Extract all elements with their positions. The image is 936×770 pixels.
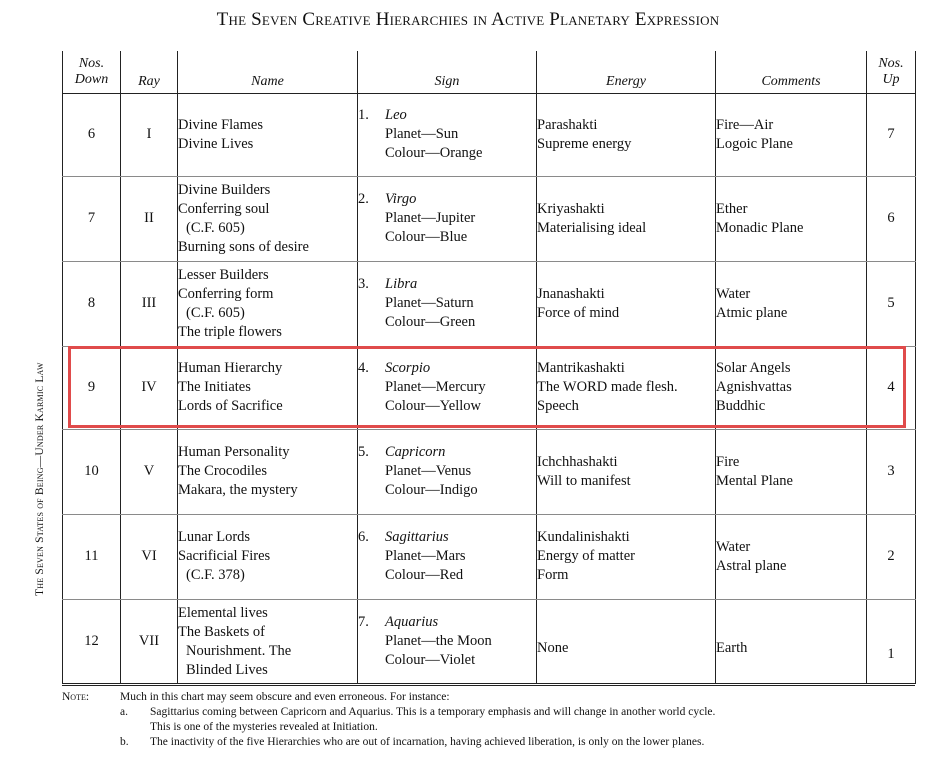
table-row bbox=[63, 346, 916, 429]
name-line: Divine Lives bbox=[178, 135, 254, 152]
note-b-marker: b. bbox=[120, 736, 129, 748]
cell-comments bbox=[716, 261, 867, 346]
name-line: Lesser Builders bbox=[178, 266, 269, 283]
sign-name: Aquarius bbox=[385, 614, 439, 631]
sign-detail-line: Planet—Jupiter bbox=[385, 210, 476, 226]
name-line: Divine Flames bbox=[178, 116, 263, 133]
cell-nos-up: 4 bbox=[867, 346, 916, 429]
sign-detail-line: Planet—the Moon bbox=[385, 633, 492, 650]
comments-line: Fire bbox=[716, 453, 740, 470]
sign-heading bbox=[358, 106, 536, 125]
name-line: (C.F. 605) bbox=[186, 219, 245, 236]
cell-nos-down: 10 bbox=[63, 429, 121, 514]
cell-nos-down: 7 bbox=[63, 176, 121, 261]
note-intro bbox=[62, 690, 922, 705]
notes-section bbox=[62, 690, 922, 750]
note-label: Note: bbox=[62, 691, 90, 703]
energy-line: The WORD made flesh. bbox=[537, 379, 678, 395]
cell-energy bbox=[537, 93, 716, 176]
name-line: Sacrificial Fires bbox=[178, 548, 271, 564]
sign-detail-line: Planet—Venus bbox=[385, 463, 472, 479]
energy-line: Force of mind bbox=[537, 304, 620, 321]
sign-number: 1. bbox=[358, 107, 369, 123]
header-nos-down: Nos. Down bbox=[63, 51, 121, 93]
sign-heading bbox=[358, 528, 536, 547]
cell-nos-down: 6 bbox=[63, 93, 121, 176]
cell-name bbox=[178, 429, 358, 514]
cell-nos-down: 12 bbox=[63, 599, 121, 684]
cell-energy bbox=[537, 261, 716, 346]
cell-comments bbox=[716, 176, 867, 261]
note-intro-text: Much in this chart may seem obscure and even erroneous. For instance: bbox=[120, 691, 450, 703]
cell-ray: VI bbox=[121, 514, 178, 599]
sign-detail-line: Colour—Orange bbox=[385, 145, 483, 161]
name-line: The Crocodiles bbox=[178, 463, 267, 479]
note-b-line1: The inactivity of the five Hierarchies who are out of incarnation, having achieved liberation, is only on the lower planes. bbox=[150, 736, 705, 748]
cell-sign bbox=[358, 346, 537, 429]
cell-nos-down: 11 bbox=[63, 514, 121, 599]
energy-line: None bbox=[537, 640, 569, 657]
comments-line: Agnishvattas bbox=[716, 379, 792, 395]
sign-number: 7. bbox=[358, 614, 369, 631]
cell-comments bbox=[716, 429, 867, 514]
cell-sign bbox=[358, 93, 537, 176]
header-name: Name bbox=[178, 51, 358, 93]
sign-name: Libra bbox=[385, 276, 418, 292]
sign-number: 2. bbox=[358, 191, 369, 207]
comments-line: Water bbox=[716, 285, 751, 302]
table-row bbox=[63, 599, 916, 684]
name-line: Burning sons of desire bbox=[178, 238, 309, 255]
side-label: The Seven States of Being—Under Karmic Law bbox=[34, 362, 46, 596]
cell-ray: VII bbox=[121, 599, 178, 684]
note-a-line2: This is one of the mysteries revealed at Initiation. bbox=[150, 721, 378, 733]
header-ray: Ray bbox=[121, 51, 178, 93]
header-comments: Comments bbox=[716, 51, 867, 93]
comments-line: Buddhic bbox=[716, 398, 766, 414]
cell-nos-up: 5 bbox=[867, 261, 916, 346]
comments-line: Fire—Air bbox=[716, 116, 774, 133]
sign-heading bbox=[358, 190, 536, 209]
cell-name bbox=[178, 93, 358, 176]
page-title: The Seven Creative Hierarchies in Active Planetary Expression bbox=[216, 9, 720, 30]
table-bottom-rule bbox=[62, 683, 915, 686]
cell-sign bbox=[358, 599, 537, 684]
name-line: The Baskets of bbox=[178, 623, 265, 640]
name-line: The Initiates bbox=[178, 379, 251, 395]
sign-detail-line: Colour—Blue bbox=[385, 229, 468, 245]
table-row bbox=[63, 514, 916, 599]
hierarchies-table bbox=[62, 51, 916, 684]
sign-heading bbox=[358, 613, 536, 632]
sign-name: Capricorn bbox=[385, 444, 446, 460]
name-line: The triple flowers bbox=[178, 323, 282, 340]
energy-line: Form bbox=[537, 567, 569, 583]
sign-heading bbox=[358, 275, 536, 294]
name-line: Conferring form bbox=[178, 285, 274, 302]
cell-sign bbox=[358, 176, 537, 261]
energy-line: Parashakti bbox=[537, 116, 598, 133]
sign-number: 6. bbox=[358, 529, 369, 545]
sign-detail-line: Colour—Violet bbox=[385, 652, 476, 669]
cell-sign bbox=[358, 429, 537, 514]
cell-nos-down: 8 bbox=[63, 261, 121, 346]
note-a-marker: a. bbox=[120, 706, 128, 718]
sign-detail-line: Colour—Red bbox=[385, 567, 464, 583]
name-line: Nourishment. The bbox=[186, 642, 292, 659]
sign-name: Virgo bbox=[385, 191, 417, 207]
cell-ray: V bbox=[121, 429, 178, 514]
name-line: Divine Builders bbox=[178, 181, 271, 198]
cell-nos-up: 2 bbox=[867, 514, 916, 599]
energy-line: Mantrikashakti bbox=[537, 360, 625, 376]
energy-line: Supreme energy bbox=[537, 135, 632, 152]
energy-line: Ichchhashakti bbox=[537, 453, 618, 470]
cell-ray: I bbox=[121, 93, 178, 176]
comments-line: Monadic Plane bbox=[716, 219, 804, 236]
sign-detail-line: Colour—Indigo bbox=[385, 482, 478, 498]
name-line: Makara, the mystery bbox=[178, 482, 298, 498]
cell-comments bbox=[716, 514, 867, 599]
cell-name bbox=[178, 346, 358, 429]
comments-line: Astral plane bbox=[716, 557, 787, 574]
sign-heading bbox=[358, 359, 536, 378]
table-row bbox=[63, 429, 916, 514]
note-a-cont bbox=[62, 720, 922, 735]
note-a bbox=[62, 705, 922, 720]
name-line: Human Hierarchy bbox=[178, 360, 283, 376]
cell-name bbox=[178, 261, 358, 346]
hierarchies-table-container bbox=[62, 51, 915, 684]
comments-line: Solar Angels bbox=[716, 360, 791, 376]
comments-line: Earth bbox=[716, 640, 748, 657]
name-line: Lunar Lords bbox=[178, 529, 251, 545]
header-energy: Energy bbox=[537, 51, 716, 93]
cell-energy bbox=[537, 514, 716, 599]
name-line: (C.F. 605) bbox=[186, 304, 245, 321]
cell-ray: III bbox=[121, 261, 178, 346]
header-nos-up: Nos. Up bbox=[867, 51, 916, 93]
cell-comments bbox=[716, 599, 867, 684]
sign-number: 5. bbox=[358, 444, 369, 460]
table-row bbox=[63, 93, 916, 176]
name-line: Conferring soul bbox=[178, 200, 270, 217]
energy-line: Kriyashakti bbox=[537, 200, 605, 217]
cell-energy bbox=[537, 346, 716, 429]
name-line: (C.F. 378) bbox=[186, 567, 245, 583]
note-a-line1: Sagittarius coming between Capricorn and Aquarius. This is a temporary emphasis and will change in another world cycle. bbox=[150, 706, 716, 718]
comments-line: Atmic plane bbox=[716, 304, 788, 321]
energy-line: Kundalinishakti bbox=[537, 529, 630, 545]
cell-comments bbox=[716, 93, 867, 176]
comments-line: Mental Plane bbox=[716, 472, 793, 489]
cell-energy bbox=[537, 599, 716, 684]
energy-line: Jnanashakti bbox=[537, 285, 605, 302]
energy-line: Energy of matter bbox=[537, 548, 635, 564]
cell-ray: IV bbox=[121, 346, 178, 429]
sign-name: Scorpio bbox=[385, 360, 431, 376]
cell-energy bbox=[537, 429, 716, 514]
cell-comments bbox=[716, 346, 867, 429]
sign-detail-line: Planet—Saturn bbox=[385, 295, 474, 311]
comments-line: Ether bbox=[716, 200, 748, 217]
sign-number: 3. bbox=[358, 276, 369, 292]
sign-heading bbox=[358, 443, 536, 462]
cell-name bbox=[178, 599, 358, 684]
cell-name bbox=[178, 176, 358, 261]
sign-detail-line: Planet—Mars bbox=[385, 548, 466, 564]
name-line: Human Personality bbox=[178, 444, 290, 460]
cell-ray: II bbox=[121, 176, 178, 261]
cell-energy bbox=[537, 176, 716, 261]
comments-line: Logoic Plane bbox=[716, 135, 793, 152]
sign-number: 4. bbox=[358, 360, 369, 376]
cell-nos-up: 1 bbox=[867, 599, 916, 684]
cell-nos-up: 6 bbox=[867, 176, 916, 261]
cell-nos-down: 9 bbox=[63, 346, 121, 429]
cell-nos-up: 7 bbox=[867, 93, 916, 176]
header-row bbox=[63, 51, 916, 93]
cell-name bbox=[178, 514, 358, 599]
cell-sign bbox=[358, 261, 537, 346]
cell-nos-up: 3 bbox=[867, 429, 916, 514]
comments-line: Water bbox=[716, 538, 751, 555]
energy-line: Materialising ideal bbox=[537, 219, 647, 236]
table-row bbox=[63, 176, 916, 261]
name-line: Lords of Sacrifice bbox=[178, 398, 283, 414]
sign-detail-line: Planet—Mercury bbox=[385, 379, 486, 395]
name-line: Blinded Lives bbox=[186, 661, 268, 678]
sign-name: Sagittarius bbox=[385, 529, 449, 545]
sign-detail-line: Colour—Green bbox=[385, 314, 476, 330]
sign-detail-line: Colour—Yellow bbox=[385, 398, 482, 414]
sign-detail-line: Planet—Sun bbox=[385, 126, 459, 142]
cell-sign bbox=[358, 514, 537, 599]
sign-name: Leo bbox=[385, 107, 407, 123]
table-row bbox=[63, 261, 916, 346]
header-sign: Sign bbox=[358, 51, 537, 93]
note-b bbox=[62, 735, 922, 750]
energy-line: Speech bbox=[537, 398, 579, 414]
name-line: Elemental lives bbox=[178, 604, 268, 621]
energy-line: Will to manifest bbox=[537, 472, 631, 489]
